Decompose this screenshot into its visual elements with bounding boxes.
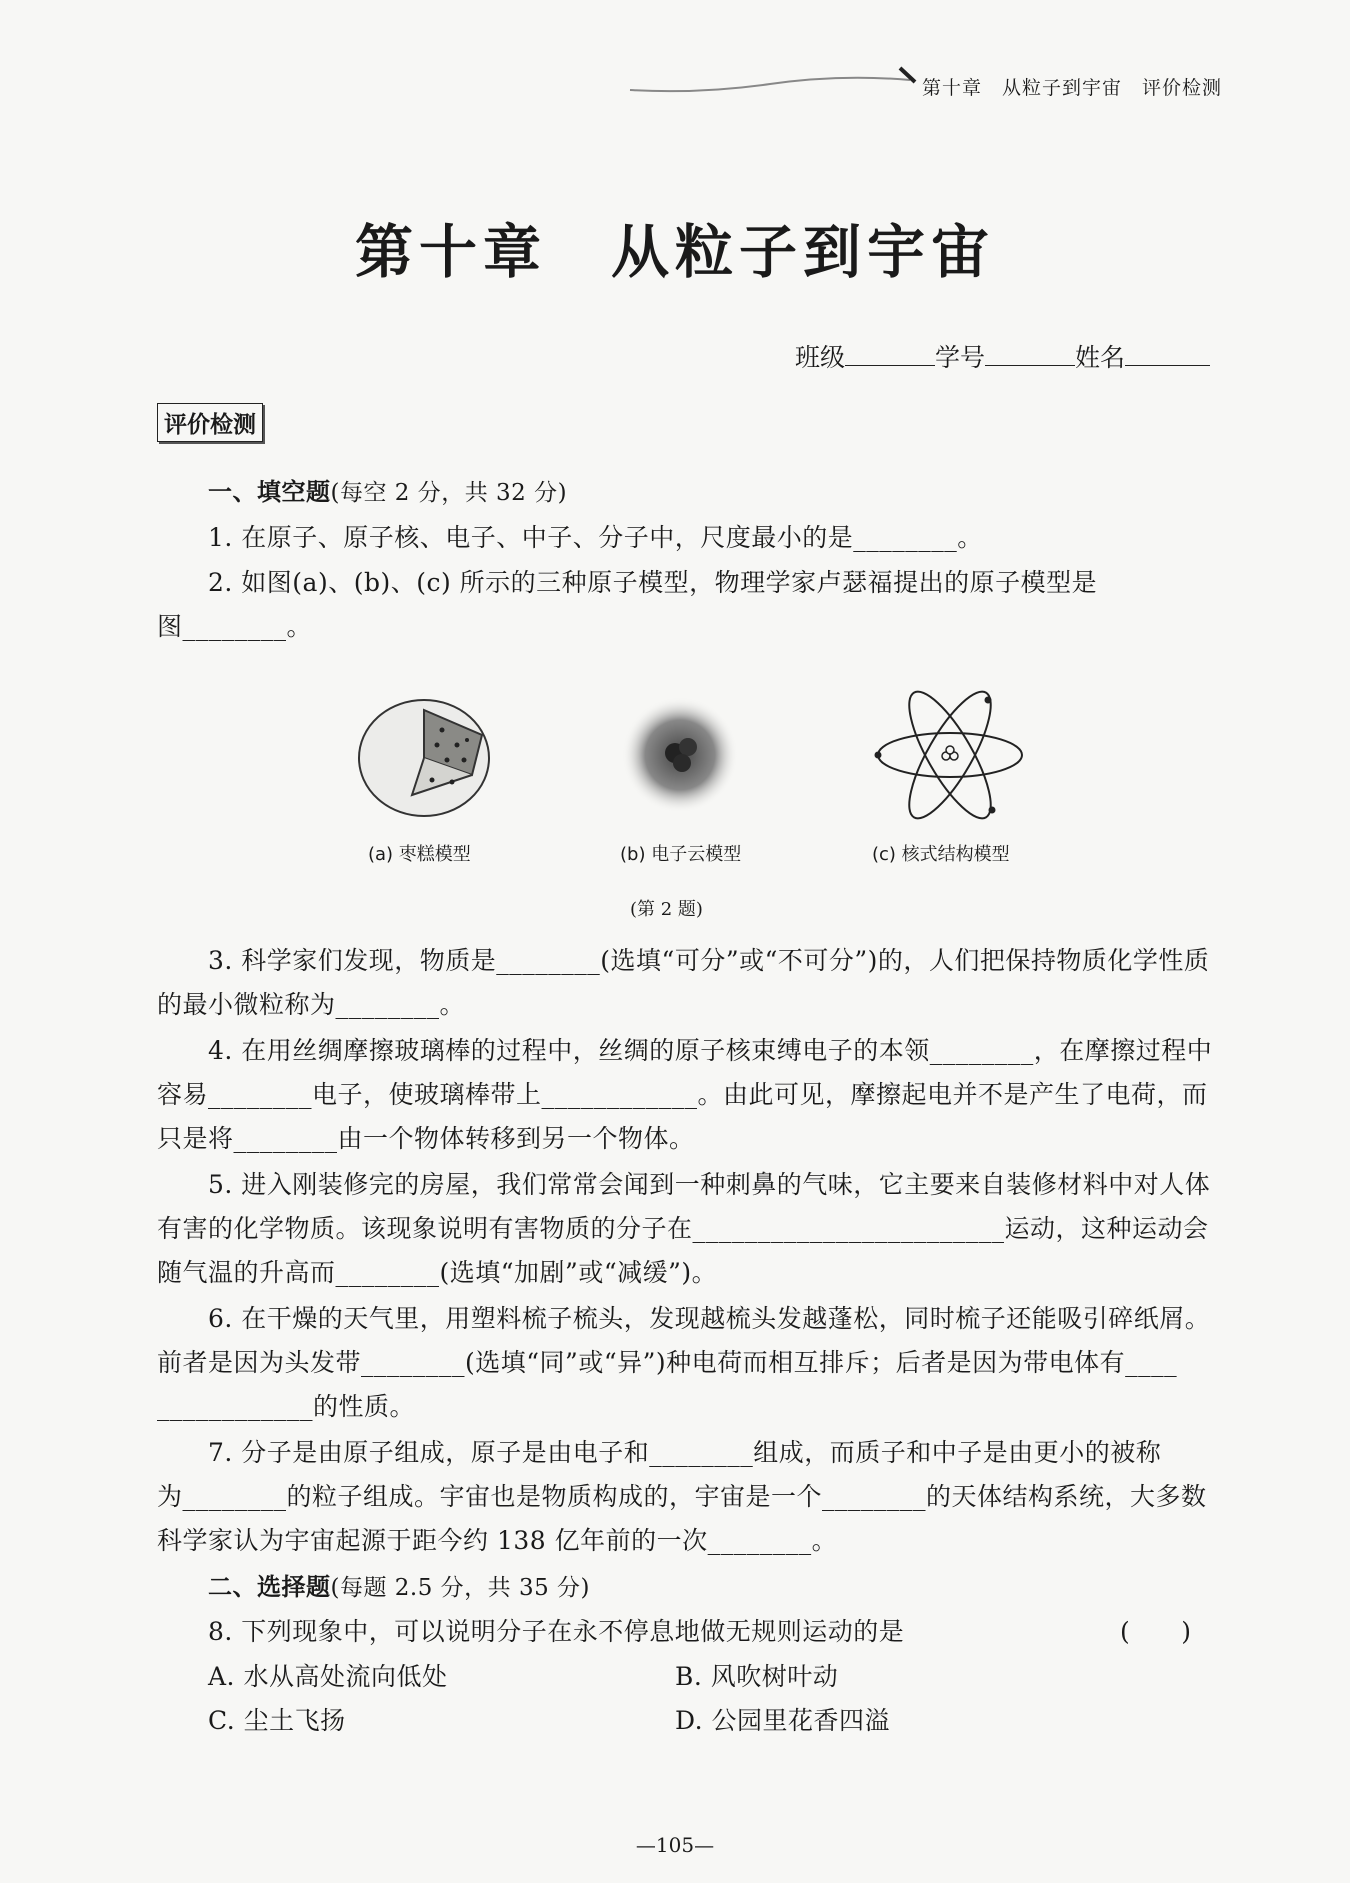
option-c[interactable]: C. 尘土飞扬 [208, 1706, 346, 1735]
question-3-line1: 3. 科学家们发现，物质是________(选填“可分”或“不可分”)的，人们把保持物质化学性质 [208, 946, 1210, 975]
name-blank[interactable] [1125, 364, 1210, 366]
figure-caption: (第 2 题) [630, 899, 703, 920]
figure-c-caption: (c) 核式结构模型 [872, 844, 1010, 865]
part1-heading-text: 一、填空题 [208, 478, 331, 506]
figure-b-caption: (b) 电子云模型 [620, 844, 742, 865]
question-6-line1: 6. 在干燥的天气里，用塑料梳子梳头，发现越梳头发越蓬松，同时梳子还能吸引碎纸屑。 [208, 1304, 1211, 1333]
student-info-row [795, 338, 1210, 374]
question-2-line1: 2. 如图(a)、(b)、(c) 所示的三种原子模型，物理学家卢瑟福提出的原子模型是 [208, 568, 1098, 597]
figure-a-caption: (a) 枣糕模型 [368, 844, 471, 865]
header-swoosh-line [620, 60, 920, 100]
option-d[interactable]: D. 公园里花香四溢 [675, 1706, 891, 1735]
page-number: —105— [635, 1833, 715, 1857]
question-6-line3: ____________的性质。 [157, 1392, 416, 1421]
option-b[interactable]: B. 风吹树叶动 [675, 1662, 839, 1691]
nuclear-structure-model-figure [870, 690, 1030, 820]
question-7-line3: 科学家认为宇宙起源于距今约 138 亿年前的一次________。 [157, 1526, 838, 1555]
part2-heading-text: 二、选择题 [208, 1573, 331, 1601]
name-label: 姓名 [1074, 343, 1125, 372]
class-blank[interactable] [845, 364, 935, 366]
question-4-line1: 4. 在用丝绸摩擦玻璃棒的过程中，丝绸的原子核束缚电子的本领________，在摩擦过程中 [208, 1036, 1213, 1065]
plum-pudding-model-figure [352, 690, 502, 820]
question-8-answer-bracket[interactable]: ( ) [1120, 1617, 1192, 1646]
question-8: 8. 下列现象中，可以说明分子在永不停息地做无规则运动的是 [208, 1617, 905, 1646]
part1-heading [208, 472, 567, 507]
class-label: 班级 [794, 343, 845, 372]
question-6-line2: 前者是因为头发带________(选填“同”或“异”)种电荷而相互排斥；后者是因为带电体有____ [157, 1348, 1178, 1377]
part2-heading [208, 1567, 590, 1602]
question-5-line2: 有害的化学物质。该现象说明有害物质的分子在________________________运动，这种运动会 [157, 1214, 1209, 1243]
question-4-line2: 容易________电子，使玻璃棒带上____________。由此可见，摩擦起电并不是产生了电荷，而 [157, 1080, 1208, 1109]
question-3-line2: 的最小微粒称为________。 [157, 990, 466, 1019]
question-2-line2: 图________。 [157, 612, 313, 641]
student-id-blank[interactable] [985, 364, 1075, 366]
option-a[interactable]: A. 水从高处流向低处 [208, 1662, 448, 1691]
question-5-line3: 随气温的升高而________(选填“加剧”或“减缓”)。 [157, 1258, 718, 1287]
section-label: 评价检测 [157, 403, 263, 442]
student-id-label: 学号 [934, 343, 985, 372]
question-7-line1: 7. 分子是由原子组成，原子是由电子和________组成，而质子和中子是由更小的被称 [208, 1438, 1162, 1467]
chapter-title: 第十章 从粒子到宇宙 [354, 218, 995, 286]
part1-heading-note: (每空 2 分，共 32 分) [330, 480, 568, 506]
electron-cloud-model-figure [620, 695, 740, 815]
question-5-line1: 5. 进入刚装修完的房屋，我们常常会闻到一种刺鼻的气味，它主要来自装修材料中对人体 [208, 1170, 1211, 1199]
question-4-line3: 只是将________由一个物体转移到另一个物体。 [157, 1124, 695, 1153]
question-7-line2: 为________的粒子组成。宇宙也是物质构成的，宇宙是一个________的天体结构系统，大多数 [157, 1482, 1207, 1511]
question-1: 1. 在原子、原子核、电子、中子、分子中，尺度最小的是________。 [208, 523, 983, 552]
running-header: 第十章 从粒子到宇宙 评价检测 [922, 77, 1223, 99]
part2-heading-note: (每题 2.5 分，共 35 分) [330, 1575, 591, 1601]
